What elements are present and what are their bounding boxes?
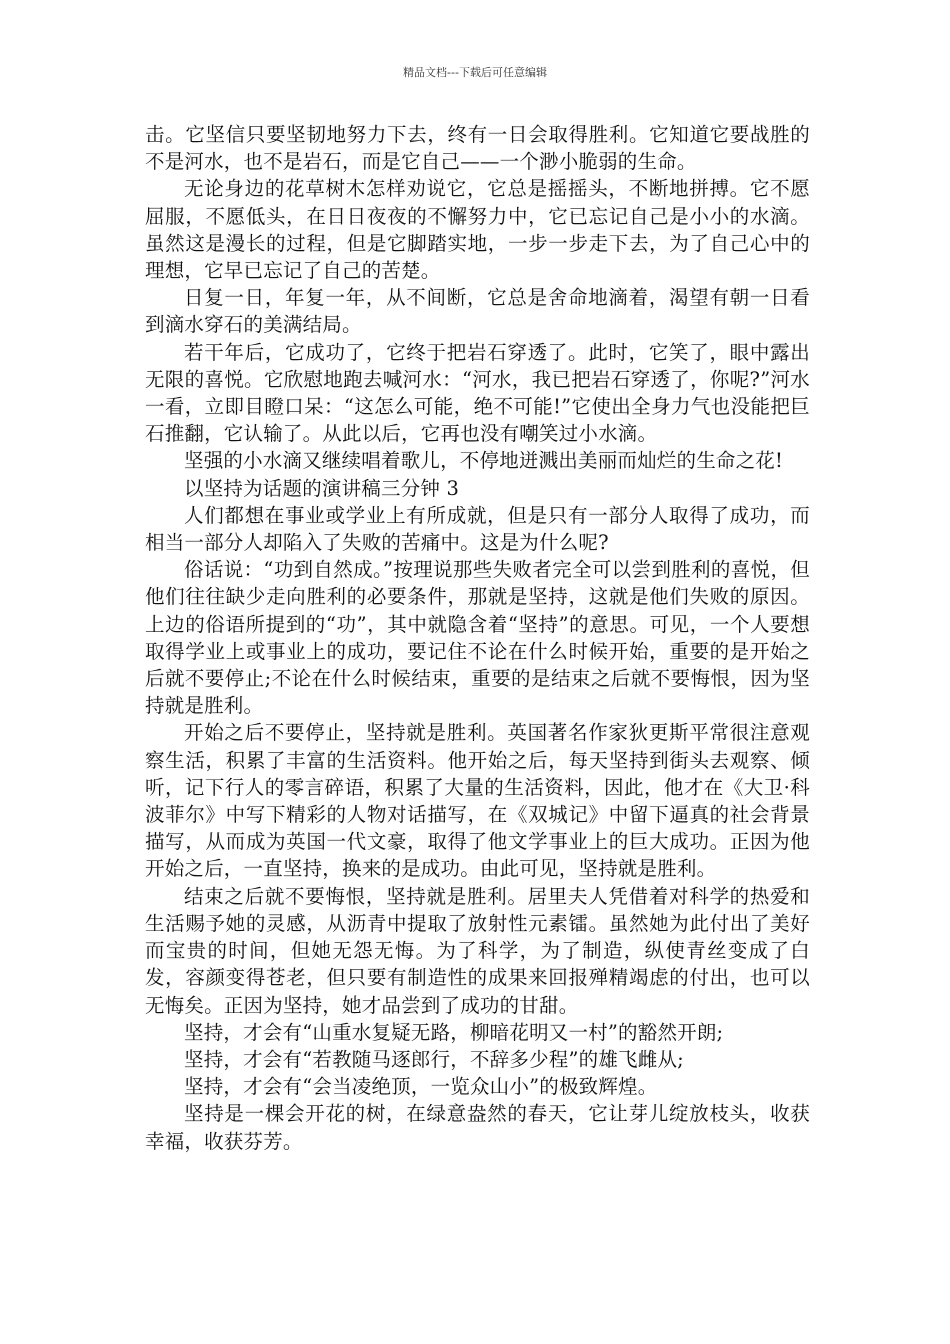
paragraph: 击。它坚信只要坚韧地努力下去，终有一日会取得胜利。它知道它要战胜的不是河水，也不是岩石，而是它自己——一个渺小脆弱的生命。: [145, 123, 810, 174]
paragraph: 结束之后就不要悔恨，坚持就是胜利。居里夫人凭借着对科学的热爱和生活赐予她的灵感，从沥青中提取了放射性元素镭。虽然她为此付出了美好而宝贵的时间，但她无怨无悔。为了科学，为了制造，纵使青丝变成了白发，容颜变得苍老，但只要有制造性的成果来回报殚精竭虑的付出，也可以无悔矣。正因为坚持，她才品尝到了成功的甘甜。: [145, 884, 810, 1017]
paragraph: 坚持是一棵会开花的树，在绿意盎然的春天，它让芽儿绽放枝头，收获幸福，收获芬芳。: [145, 1102, 810, 1153]
paragraph: 坚持，才会有“若教随马逐郎行，不辞多少程”的雄飞雌从;: [184, 1047, 684, 1071]
paragraph: 日复一日，年复一年，从不间断，它总是舍命地滴着，渴望有朝一日看到滴水穿石的美满结局。: [145, 286, 810, 337]
paragraph: 若干年后，它成功了，它终于把岩石穿透了。此时，它笑了，眼中露出无限的喜悦。它欣慰地跑去喊河水：“河水，我已把岩石穿透了，你呢?”河水一看，立即目瞪口呆：“这怎么可能，绝不可能!”它使出全身力气也没能把巨石推翻，它认输了。从此以后，它再也没有嘲笑过小水滴。: [145, 340, 810, 446]
paragraph: 坚持，才会有“会当凌绝顶，一览众山小”的极致辉煌。: [184, 1075, 658, 1099]
paragraph: 坚强的小水滴又继续唱着歌儿，不停地迸溅出美丽而灿烂的生命之花!: [184, 449, 784, 473]
paragraph: 俗话说：“功到自然成。”按理说那些失败者完全可以尝到胜利的喜悦，但他们往往缺少走向胜利的必要条件，那就是坚持，这就是他们失败的原因。上边的俗语所提到的“功”，其中就隐含着“坚持”的意思。可见，一个人要想取得学业上或事业上的成功，要记住不论在什么时候开始，重要的是开始之后就不要停止;不论在什么时候结束，重要的是结束之后就不要悔恨，因为坚持就是胜利。: [145, 558, 810, 718]
paragraph: 无论身边的花草树木怎样劝说它，它总是摇摇头，不断地拼搏。它不愿屈服，不愿低头，在日日夜夜的不懈努力中，它已忘记自己是小小的水滴。虽然这是漫长的过程，但是它脚踏实地，一步一步走下去，为了自己心中的理想，它早已忘记了自己的苦楚。: [145, 177, 810, 283]
article-body: [145, 121, 810, 1155]
page-header: 精品文档---下载后可任意编辑: [403, 66, 547, 79]
section-title: 以坚持为话题的演讲稿三分钟 3: [184, 476, 460, 500]
paragraph: 人们都想在事业或学业上有所成就，但是只有一部分人取得了成功，而相当一部分人却陷入了失败的苦痛中。这是为什么呢?: [145, 503, 810, 555]
paragraph: 开始之后不要停止，坚持就是胜利。英国著名作家狄更斯平常很注意观察生活，积累了丰富的生活资料。他开始之后，每天坚持到街头去观察、倾听，记下行人的零言碎语，积累了大量的生活资料，因此，他才在《大卫·科波菲尔》中写下精彩的人物对话描写，在《双城记》中留下逼真的社会背景描写，从而成为英国一代文豪，取得了他文学事业上的巨大成功。正因为他开始之后，一直坚持，换来的是成功。由此可见，坚持就是胜利。: [145, 721, 810, 881]
paragraph: 坚持，才会有“山重水复疑无路，柳暗花明又一村”的豁然开朗;: [184, 1020, 724, 1044]
